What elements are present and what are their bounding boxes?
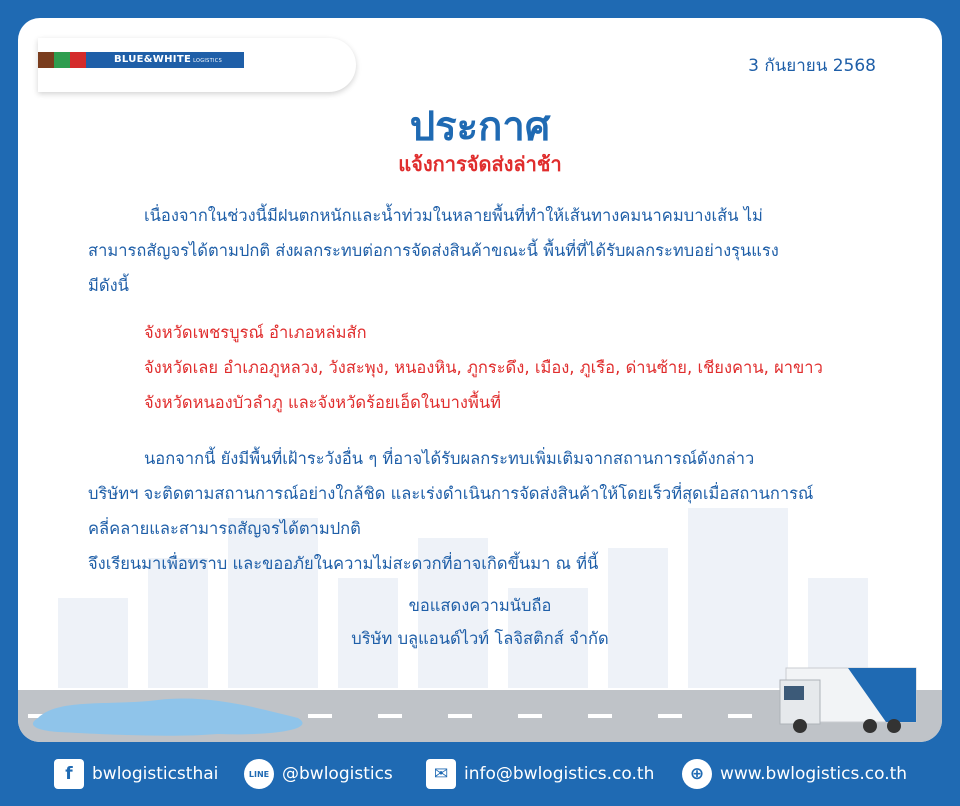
globe-icon: ⊕ bbox=[682, 759, 712, 789]
affected-areas bbox=[144, 315, 904, 420]
announcement-card bbox=[18, 18, 942, 742]
affected-line-2: จังหวัดเลย อำเภอภูหลวง, วังสะพุง, หนองหิน, ภูกระดึง, เมือง, ภูเรือ, ด่านซ้าย, เชียงคาน, ผาขาว bbox=[144, 358, 823, 377]
notice-line-1: นอกจากนี้ ยังมีพื้นที่เฝ้าระวังอื่น ๆ ที่อาจได้รับผลกระทบเพิ่มเติมจากสถานการณ์ดังกล่าว bbox=[144, 449, 755, 468]
company-logo bbox=[86, 52, 244, 68]
notice-line-2: บริษัทฯ จะติดตามสถานการณ์อย่างใกล้ชิด และเร่งดำเนินการจัดส่งสินค้าให้โดยเร็วที่สุดเมื่อสถานการณ์ bbox=[88, 484, 814, 503]
logo-subtext: LOGISTICS bbox=[193, 58, 223, 64]
facebook-handle: bwlogisticsthai bbox=[92, 764, 219, 784]
contact-footer bbox=[0, 742, 960, 806]
closing-company: บริษัท บลูแอนด์ไวท์ โลจิสติกส์ จำกัด bbox=[351, 629, 609, 648]
line-icon: LINE bbox=[244, 759, 274, 789]
email-contact[interactable] bbox=[426, 759, 654, 789]
website-contact[interactable] bbox=[682, 759, 907, 789]
affected-line-1: จังหวัดเพชรบูรณ์ อำเภอหล่มสัก bbox=[144, 323, 367, 342]
intro-line-1: เนื่องจากในช่วงนี้มีฝนตกหนักและน้ำท่วมในหลายพื้นที่ทำให้เส้นทางคมนาคมบางเส้น ไม่ bbox=[144, 206, 763, 225]
closing-regards: ขอแสดงความนับถือ bbox=[408, 596, 552, 615]
notice-line-3: คลี่คลายและสามารถสัญจรได้ตามปกติ bbox=[88, 519, 361, 538]
envelope-icon: ✉ bbox=[426, 759, 456, 789]
intro-line-3: มีดังนี้ bbox=[88, 276, 129, 295]
notice-paragraph bbox=[88, 441, 888, 581]
website-url: www.bwlogistics.co.th bbox=[720, 764, 908, 784]
facebook-icon: f bbox=[54, 759, 84, 789]
email-address: info@bwlogistics.co.th bbox=[464, 764, 655, 784]
intro-paragraph bbox=[88, 198, 888, 303]
logo-color-stripes bbox=[38, 52, 86, 68]
page-title: ประกาศ bbox=[409, 104, 551, 150]
affected-line-3: จังหวัดหนองบัวลำภู และจังหวัดร้อยเอ็ดในบางพื้นที่ bbox=[144, 393, 501, 412]
notice-line-4: จึงเรียนมาเพื่อทราบ และขออภัยในความไม่สะดวกที่อาจเกิดขึ้นมา ณ ที่นี้ bbox=[88, 554, 599, 573]
intro-line-2: สามารถสัญจรได้ตามปกติ ส่งผลกระทบต่อการจัดส่งสินค้าขณะนี้ พื้นที่ที่ได้รับผลกระทบอย่างรุนแรง bbox=[88, 241, 779, 260]
facebook-contact[interactable] bbox=[54, 759, 218, 789]
line-contact[interactable] bbox=[244, 759, 393, 789]
announcement-date: 3 กันยายน 2568 bbox=[748, 56, 876, 76]
line-handle: @bwlogistics bbox=[282, 764, 393, 784]
page-subtitle: แจ้งการจัดส่งล่าช้า bbox=[398, 152, 562, 176]
logo-text: BLUE&WHITE bbox=[114, 54, 192, 65]
